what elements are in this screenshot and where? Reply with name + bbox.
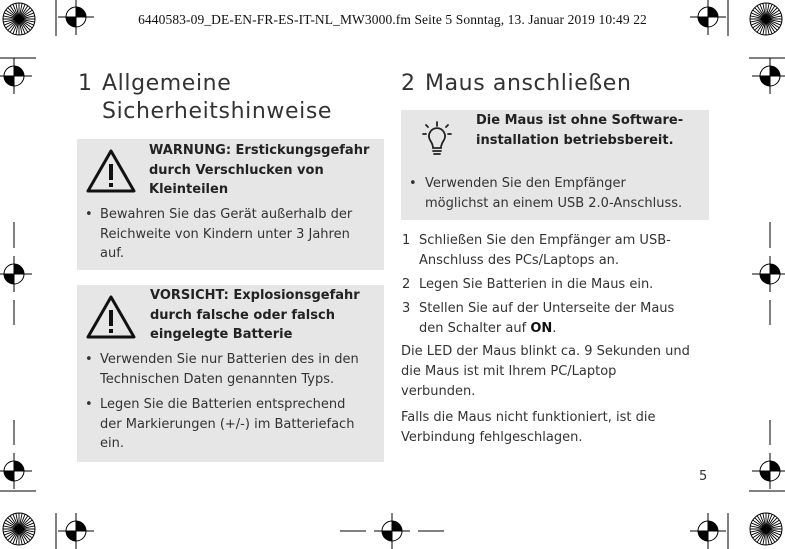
warning-triangle-icon bbox=[86, 295, 136, 339]
step-number: 2 bbox=[402, 277, 411, 292]
registration-crosshair-icon bbox=[752, 58, 785, 94]
instruction-step: 3 Stellen Sie auf der Unterseite der Maus den Schalter auf ON. bbox=[402, 301, 675, 336]
switch-on-label: ON bbox=[530, 321, 553, 336]
lightbulb-icon bbox=[417, 120, 457, 160]
section-title-safety bbox=[78, 70, 332, 126]
step-number: 1 bbox=[402, 233, 411, 248]
section-title-line1: Allgemeine bbox=[102, 71, 232, 96]
registration-crosshair-icon bbox=[374, 513, 410, 549]
caution-bullet: • Legen Sie die Batterien entsprechend der Markierungen (+/-) im Batteriefach ein. bbox=[85, 397, 355, 451]
corner-star-mark-bl bbox=[3, 513, 35, 545]
registration-crosshair-icon bbox=[0, 256, 32, 292]
warning-box bbox=[77, 139, 384, 270]
step-number: 3 bbox=[402, 301, 411, 316]
instruction-step: 1 Schließen Sie den Empfänger am USB- Anschluss des PCs/Laptops an. bbox=[402, 233, 671, 268]
bullet-dot: • bbox=[85, 207, 93, 222]
section-number: 2 bbox=[401, 71, 416, 96]
registration-crosshair-icon bbox=[0, 58, 32, 94]
tip-title: Die Maus ist ohne Software- installation betriebsbereit. bbox=[476, 113, 684, 148]
bullet-dot: • bbox=[85, 397, 93, 412]
corner-star-mark-br bbox=[750, 513, 782, 545]
led-paragraph: Die LED der Maus blinkt ca. 9 Sekunden und die Maus ist mit Ihrem PC/Laptop verbunden. bbox=[401, 344, 690, 399]
caution-bullet: • Verwenden Sie nur Batterien des in den Technischen Daten genannten Typs. bbox=[85, 352, 359, 387]
section-title-connect bbox=[401, 70, 631, 98]
warning-title: WARNUNG: Erstickungsgefahr durch Verschlucken von Kleinteilen bbox=[149, 143, 370, 197]
registration-crosshair-icon bbox=[58, 513, 94, 549]
registration-crosshair-icon bbox=[752, 256, 785, 292]
page-number: 5 bbox=[699, 469, 708, 484]
print-slug-header: 6440583-09_DE-EN-FR-ES-IT-NL_MW3000.fm Seite 5 Sonntag, 13. Januar 2019 10:49 22 bbox=[138, 12, 647, 27]
section-title-line2: Sicherheitshinweise bbox=[102, 99, 333, 124]
instruction-step: 2 Legen Sie Batterien in die Maus ein. bbox=[402, 275, 709, 295]
registration-crosshair-icon bbox=[690, 513, 726, 549]
warning-triangle-icon bbox=[86, 149, 136, 193]
tip-box bbox=[401, 110, 709, 220]
bullet-dot: • bbox=[409, 176, 417, 191]
registration-crosshair-icon bbox=[0, 453, 32, 489]
bullet-dot: • bbox=[85, 352, 93, 367]
registration-crosshair-icon bbox=[752, 453, 785, 489]
caution-title: VORSICHT: Explosionsgefahr durch falsche oder falsch eingelegte Batterie bbox=[150, 288, 360, 342]
caution-box bbox=[77, 285, 384, 462]
warning-bullet: • Bewahren Sie das Gerät außerhalb der Reichweite von Kindern unter 3 Jahren auf. bbox=[85, 207, 353, 261]
section-number: 1 bbox=[78, 71, 93, 96]
section-title-text: Maus anschließen bbox=[425, 71, 632, 96]
failure-paragraph: Falls die Maus nicht funktioniert, ist die Verbindung fehlgeschlagen. bbox=[401, 410, 656, 445]
tip-bullet: • Verwenden Sie den Empfänger möglichst an einem USB 2.0-Anschluss. bbox=[409, 176, 683, 211]
